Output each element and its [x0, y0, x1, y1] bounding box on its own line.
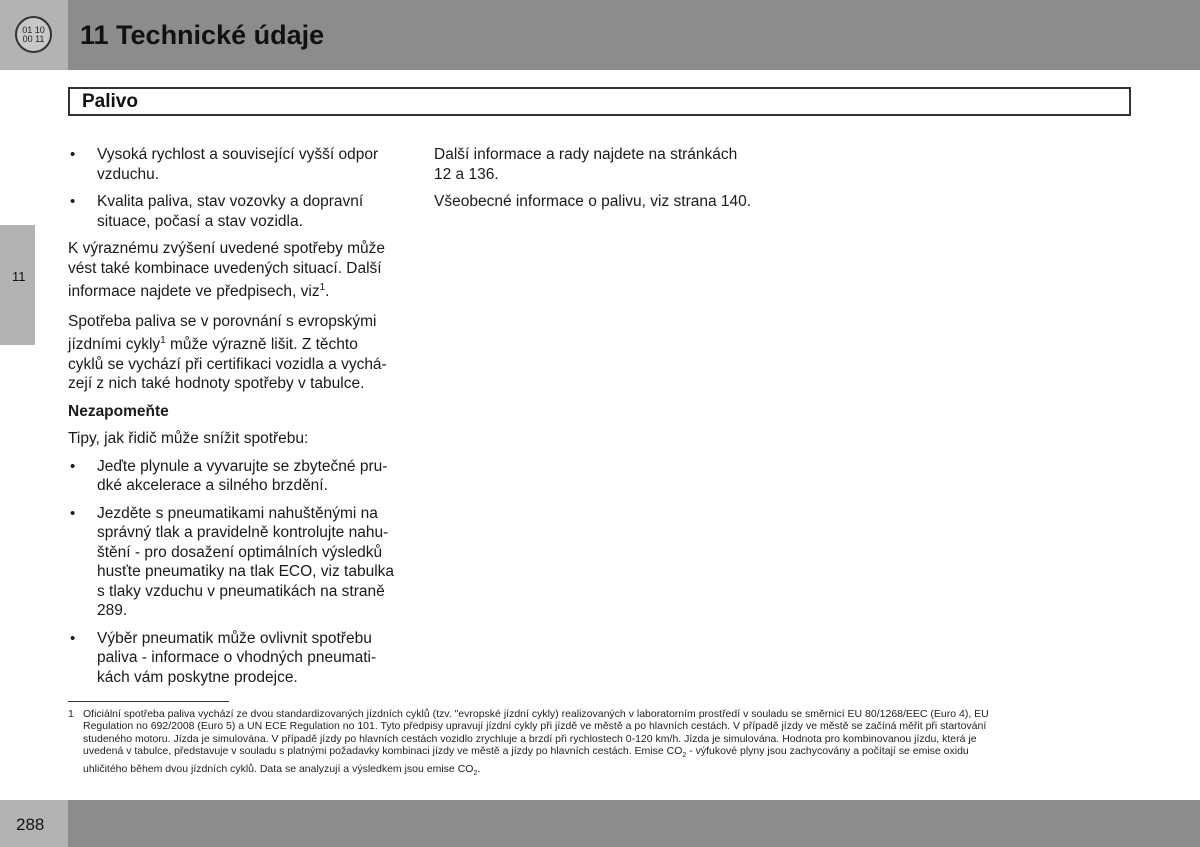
paragraph-line: 12 a 136.	[434, 165, 499, 183]
list-item	[68, 504, 403, 621]
paragraph	[434, 145, 774, 184]
footnote	[68, 708, 1128, 780]
footnote-line: studeného motoru. Jízda je simulována. V případě jízdy po hlavních cestách vozidlo zrychluje a brzdí při rychlostech 0-120 km/h. Jízda je simulována. Hodnota pro kombinovanou jízdu, která je	[83, 732, 977, 745]
list-item-line: husťte pneumatiky na tlak ECO, viz tabulka	[97, 563, 395, 581]
footnote-number: 1	[68, 708, 74, 720]
footnote-reference: 1	[160, 335, 166, 347]
list-item-line: • Jezděte s pneumatikami nahuštěnými na	[97, 504, 378, 522]
list-item-line: • Vysoká rychlost a související vyšší odpor	[97, 146, 379, 163]
footnote-divider	[68, 701, 229, 702]
list-item-line: vzduchu.	[97, 165, 160, 183]
footnote-text	[83, 708, 1128, 780]
paragraph-line: Spotřeba paliva se v porovnání s evropskými	[68, 312, 377, 330]
list-item-line: paliva - informace o vhodných pneumati-	[97, 649, 377, 667]
tips-intro: Tipy, jak řidič může snížit spotřebu:	[68, 430, 309, 448]
list-item	[68, 145, 403, 184]
list-item-line: 289.	[97, 602, 128, 620]
list-item-line: • Jeďte plynule a vyvarujte se zbytečné pru-	[97, 457, 388, 475]
footnote-text-part: uhličitého během dvou jízdních cyklů. Data se analyzují a výsledkem jsou emise CO	[83, 762, 474, 775]
chapter-number-icon	[15, 16, 52, 53]
footnote-line: Regulation no 692/2008 (Euro 5) a UN ECE Regulation no 101. Tyto předpisy upravují jízdní cykly při jízdě ve městě a po hlavních cestách. V případě jízdy ve městě se začíná měřit při startování	[83, 720, 987, 733]
side-chapter-tab-label: 11	[12, 269, 26, 284]
chapter-title: 11 Technické údaje	[80, 20, 325, 50]
footnote-line	[83, 745, 1128, 763]
list-item-line: štění - pro dosažení optimálních výsledků	[97, 543, 383, 561]
list-item	[68, 629, 403, 688]
paragraph	[68, 239, 403, 302]
right-column	[434, 145, 774, 212]
page-footer-bar	[0, 800, 1200, 847]
footnote-line: Oficiální spotřeba paliva vychází ze dvou standardizovaných jízdních cyklů (tzv. "evropské jízdní cykly) realizovaných v laboratorním prostředí v souladu se směrnicí EU 80/1268/EEC (Euro 4), EU	[83, 708, 989, 720]
paragraph-line: K výraznému zvýšení uvedené spotřeby může	[68, 240, 386, 257]
list-item-line: situace, počasí a stav vozidla.	[97, 212, 303, 230]
paragraph	[68, 312, 403, 394]
chapter-icon-line-2: 00 11	[22, 34, 45, 44]
paragraph-line: zejí z nich také hodnoty spotřeby v tabulce.	[68, 375, 365, 393]
subheading: Nezapomeňte	[68, 402, 169, 420]
paragraph: Všeobecné informace o palivu, viz strana 140.	[434, 193, 752, 210]
section-title-box	[68, 87, 1131, 116]
footnote-reference: 1	[319, 282, 326, 293]
list-item-line: • Výběr pneumatik může ovlivnit spotřebu	[97, 629, 372, 647]
chapter-icon-line-1: 01 10	[22, 25, 45, 35]
left-column	[68, 145, 403, 687]
section-title: Palivo	[82, 91, 138, 112]
paragraph-text: informace najdete ve předpisech, viz	[68, 283, 320, 301]
paragraph-line	[68, 331, 403, 355]
footnote-text-part: - výfukové plyny jsou zachycovány a počítají se emise oxidu	[686, 745, 969, 758]
paragraph-text: jízdními cykly	[68, 336, 161, 354]
list-item-line: kách vám poskytne prodejce.	[97, 668, 298, 686]
list-item	[68, 457, 403, 496]
page-number: 288	[16, 815, 45, 834]
footnote-text-part: .	[477, 762, 481, 775]
footnote-line	[83, 763, 1128, 781]
paragraph-line: vést také kombinace uvedených situací. Další	[68, 259, 382, 277]
paragraph-text: .	[325, 283, 330, 301]
footnote-text-part: uvedená v tabulce, představuje v souladu s platnými požadavky kombinaci jízdy ve městě a jízdy po hlavních cestách. Emise CO	[83, 745, 683, 758]
list-item-line: správný tlak a pravidelně kontrolujte nahu-	[97, 524, 389, 542]
subscript: 2	[682, 752, 687, 760]
paragraph-line: cyklů se vychází při certifikaci vozidla a vychá-	[68, 355, 387, 373]
list-item-line: • Kvalita paliva, stav vozovky a dopravní	[97, 193, 364, 210]
paragraph-text: může výrazně lišit. Z těchto	[165, 336, 358, 354]
subscript: 2	[473, 769, 478, 777]
list-item-line: dké akcelerace a silného brzdění.	[97, 477, 328, 495]
paragraph-line: Další informace a rady najdete na stránkách	[434, 146, 738, 163]
list-item	[68, 192, 403, 231]
paragraph-line	[68, 278, 403, 302]
side-chapter-tab	[0, 225, 35, 345]
list-item-line: s tlaky vzduchu v pneumatikách na straně	[97, 582, 385, 600]
